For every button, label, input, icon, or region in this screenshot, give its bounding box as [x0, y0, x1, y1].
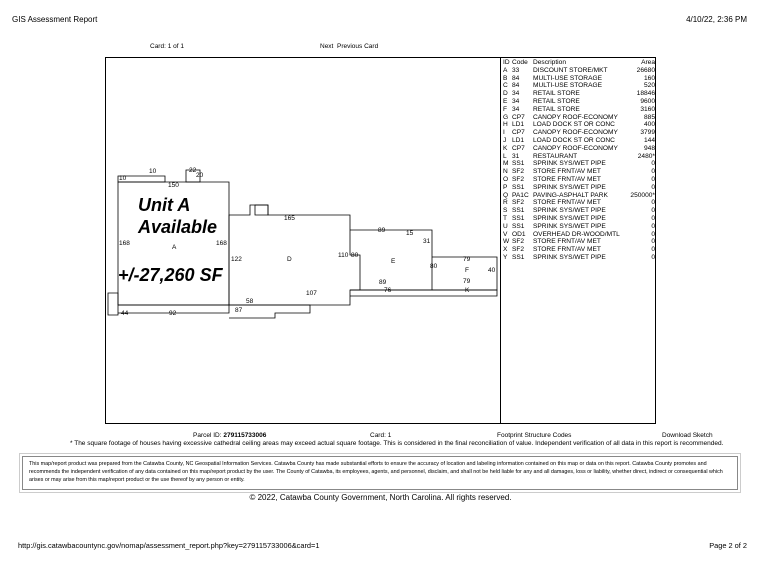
table-row: [503, 246, 655, 254]
row-area: 0: [651, 214, 655, 222]
row-area: 885: [643, 113, 655, 121]
row-id: M: [503, 160, 509, 168]
table-row: [503, 238, 655, 246]
row-area: 18846: [636, 90, 655, 98]
sketch-label: K: [465, 287, 470, 294]
table-row: [503, 82, 655, 90]
row-area: 0: [651, 175, 655, 183]
row-code: SF2: [512, 199, 525, 207]
row-description: RESTAURANT: [533, 152, 578, 160]
row-description: STORE FRNT/AV MET: [533, 175, 601, 183]
row-area: 26680: [636, 66, 655, 74]
card-indicator: Card: 1 of 1: [150, 43, 184, 50]
page-url: http://gis.catawbacountync.gov/nomap/assessment_report.php?key=279115733006&card=1: [18, 541, 320, 550]
row-description: DISCOUNT STORE/MKT: [533, 66, 608, 74]
sketch-label: 20: [196, 172, 204, 179]
row-code: SF2: [512, 175, 525, 183]
row-id: A: [503, 66, 508, 74]
sketch-label: 40: [488, 267, 496, 274]
row-id: X: [503, 246, 508, 254]
row-id: H: [503, 121, 508, 129]
row-id: L: [503, 152, 507, 160]
row-description: STORE FRNT/AV MET: [533, 238, 601, 246]
col-description-header: Description: [533, 59, 566, 66]
row-id: J: [503, 136, 507, 144]
row-description: LOAD DOCK ST OR CONC: [533, 136, 615, 144]
row-description: PAVING-ASPHALT PARK: [533, 191, 608, 199]
table-row: [503, 223, 655, 231]
row-description: RETAIL STORE: [533, 90, 580, 98]
row-code: 33: [512, 66, 520, 74]
sketch-label: F: [465, 267, 469, 274]
parcel-id-label: Parcel ID:: [193, 432, 222, 439]
row-description: STORE FRNT/AV MET: [533, 199, 601, 207]
overlay-unit: Unit A: [138, 195, 191, 215]
row-id: C: [503, 82, 508, 90]
row-code: SS1: [512, 207, 525, 215]
row-code: SS1: [512, 214, 525, 222]
row-code: SF2: [512, 238, 525, 246]
table-row: [503, 184, 655, 192]
row-id: N: [503, 168, 508, 176]
sketch-label: 79: [463, 278, 471, 285]
parcel-id: [193, 432, 266, 439]
sketch-label: 168: [119, 240, 130, 247]
area-i-outline: [108, 293, 118, 315]
row-description: MULTI-USE STORAGE: [533, 82, 602, 90]
row-description: SPRINK SYS/WET PIPE: [533, 183, 606, 191]
row-code: 31: [512, 152, 520, 160]
row-id: O: [503, 175, 509, 183]
sketch-label: 58: [246, 298, 254, 305]
row-code: LD1: [512, 121, 525, 129]
row-id: E: [503, 97, 508, 105]
sketch-label: 80: [351, 252, 359, 259]
row-area: 0: [651, 230, 655, 238]
table-row: [503, 114, 655, 122]
table-row: [503, 106, 655, 114]
overlay-availability: Available: [138, 217, 218, 237]
row-id: V: [503, 230, 508, 238]
row-area: 948: [643, 144, 655, 152]
table-row: [503, 75, 655, 83]
row-code: OD1: [512, 230, 526, 238]
row-id: R: [503, 199, 508, 207]
table-header: [503, 59, 655, 67]
canopy-outline: [350, 290, 497, 296]
next-card-link[interactable]: Next: [320, 43, 334, 50]
row-code: CP7: [512, 113, 525, 121]
table-row: [503, 153, 655, 161]
print-datetime: 4/10/22, 2:36 PM: [686, 15, 747, 24]
table-row: [503, 160, 655, 168]
row-id: S: [503, 207, 508, 215]
table-row: [503, 231, 655, 239]
row-area: 0: [651, 238, 655, 246]
row-code: SF2: [512, 168, 525, 176]
row-description: CANOPY ROOF-ECONOMY: [533, 113, 618, 121]
sketch-label: 79: [463, 256, 471, 263]
area-j-outline: [255, 205, 268, 215]
row-code: CP7: [512, 144, 525, 152]
row-description: SPRINK SYS/WET PIPE: [533, 214, 606, 222]
row-description: LOAD DOCK ST OR CONC: [533, 121, 615, 129]
parcel-id-value: 279115733006: [223, 432, 267, 439]
row-code: 84: [512, 74, 520, 82]
table-row: [503, 145, 655, 153]
row-area: 3160: [640, 105, 655, 113]
row-description: SPRINK SYS/WET PIPE: [533, 160, 606, 168]
table-row: [503, 121, 655, 129]
row-area: 0: [651, 199, 655, 207]
sketch-label: 168: [216, 240, 227, 247]
download-sketch-link[interactable]: Download Sketch: [662, 432, 713, 439]
structure-table: [503, 59, 655, 262]
row-code: LD1: [512, 136, 525, 144]
row-code: 84: [512, 82, 520, 90]
row-area: 0: [651, 222, 655, 230]
sketch-label: 80: [430, 263, 438, 270]
sketch-label: 15: [406, 230, 414, 237]
col-code-header: Code: [512, 59, 528, 66]
row-area: 160: [643, 74, 655, 82]
row-description: SPRINK SYS/WET PIPE: [533, 222, 606, 230]
report-title: GIS Assessment Report: [12, 15, 98, 24]
row-area: 0: [651, 253, 655, 261]
row-id: F: [503, 105, 508, 113]
sketch-label: 10: [149, 168, 157, 175]
row-id: Q: [503, 191, 509, 199]
row-area: 250000*: [630, 191, 655, 199]
row-area: 2480*: [637, 152, 655, 160]
sketch-label: 89: [379, 279, 387, 286]
row-area: 9600: [640, 97, 655, 105]
previous-card-link[interactable]: Previous Card: [337, 43, 379, 50]
row-description: SPRINK SYS/WET PIPE: [533, 207, 606, 215]
sketch-label: 107: [306, 290, 317, 297]
row-code: SS1: [512, 253, 525, 261]
sketch-label: 150: [168, 182, 179, 189]
disclaimer-box: This map/report product was prepared from the Catawba County, NC Geospatial Information Services. Catawba County has made substantial efforts to ensure the accuracy of location and labeling information contained on this map or data on this report. Catawba County promotes and recommends the independent verification of any data contained on this map/report product by the user. The County of Catawba, its employees, agents, and personnel, disclaim, and shall not be held liable for any and all damages, loss or liability, whether direct, indirect or consequential which arises or may arise from this map/report product or the use thereof by any person or entity.: [22, 456, 738, 490]
row-description: CANOPY ROOF-ECONOMY: [533, 144, 618, 152]
row-code: CP7: [512, 129, 525, 137]
table-row: [503, 176, 655, 184]
row-area: 0: [651, 207, 655, 215]
row-area: 0: [651, 183, 655, 191]
row-id: W: [503, 238, 510, 246]
sketch-label: A: [172, 244, 177, 251]
row-area: 0: [651, 168, 655, 176]
row-id: T: [503, 214, 508, 222]
overlay-square-footage: +/-27,260 SF: [118, 265, 223, 285]
row-id: K: [503, 144, 508, 152]
row-code: SF2: [512, 246, 525, 254]
row-code: SS1: [512, 222, 525, 230]
row-code: SS1: [512, 160, 525, 168]
row-description: STORE FRNT/AV MET: [533, 246, 601, 254]
table-row: [503, 67, 655, 75]
row-id: P: [503, 183, 508, 191]
col-area-header: Area: [641, 59, 655, 66]
row-area: 0: [651, 246, 655, 254]
sketch-label: 10: [119, 175, 127, 182]
row-description: RETAIL STORE: [533, 97, 580, 105]
sketch-label: 89: [378, 227, 386, 234]
table-row: [503, 199, 655, 207]
row-area: 3799: [640, 129, 655, 137]
table-row: [503, 137, 655, 145]
row-area: 400: [643, 121, 655, 129]
row-id: Y: [503, 253, 508, 261]
sketch-label: 44: [121, 310, 129, 317]
table-row: [503, 98, 655, 106]
table-row: [503, 192, 655, 200]
table-row: [503, 215, 655, 223]
sketch-label: D: [287, 256, 292, 263]
row-description: OVERHEAD DR-WOOD/MTL: [533, 230, 620, 238]
table-row: [503, 168, 655, 176]
sketch-label: 122: [231, 256, 242, 263]
row-description: SPRINK SYS/WET PIPE: [533, 253, 606, 261]
row-area: 0: [651, 160, 655, 168]
page-number: Page 2 of 2: [709, 541, 747, 550]
row-area: 520: [643, 82, 655, 90]
table-row: [503, 90, 655, 98]
table-row: [503, 207, 655, 215]
row-code: 34: [512, 97, 520, 105]
row-description: RETAIL STORE: [533, 105, 580, 113]
row-area: 144: [643, 136, 655, 144]
sketch-label: E: [391, 258, 396, 265]
sketch-label: 22: [189, 167, 197, 174]
sketch-label: 92: [169, 310, 177, 317]
sketch-label: 76: [384, 287, 392, 294]
col-id-header: ID: [503, 59, 510, 66]
row-id: D: [503, 90, 508, 98]
sketch-label: 31: [423, 238, 431, 245]
row-id: B: [503, 74, 508, 82]
row-id: G: [503, 113, 509, 121]
row-description: MULTI-USE STORAGE: [533, 74, 602, 82]
row-id: I: [503, 129, 505, 137]
row-description: CANOPY ROOF-ECONOMY: [533, 129, 618, 137]
row-code: 34: [512, 105, 520, 113]
row-id: U: [503, 222, 508, 230]
footprint-codes-link[interactable]: Footprint Structure Codes: [497, 432, 572, 439]
card-link[interactable]: Card: 1: [370, 432, 392, 439]
row-code: SS1: [512, 183, 525, 191]
sketch-label: 165: [284, 215, 295, 222]
table-row: [503, 254, 655, 262]
copyright: © 2022, Catawba County Government, North Carolina. All rights reserved.: [249, 493, 512, 502]
sketch-label: 110: [338, 252, 349, 259]
row-code: PA1C: [512, 191, 529, 199]
row-description: STORE FRNT/AV MET: [533, 168, 601, 176]
table-row: [503, 129, 655, 137]
row-code: 34: [512, 90, 520, 98]
sketch-label: 87: [235, 307, 243, 314]
footnote: * The square footage of houses having excessive cathedral ceiling areas may exceed actual square footage. This is considered in the final reconciliation of value. Independent verification of all data in this report is recommended.: [70, 440, 724, 447]
